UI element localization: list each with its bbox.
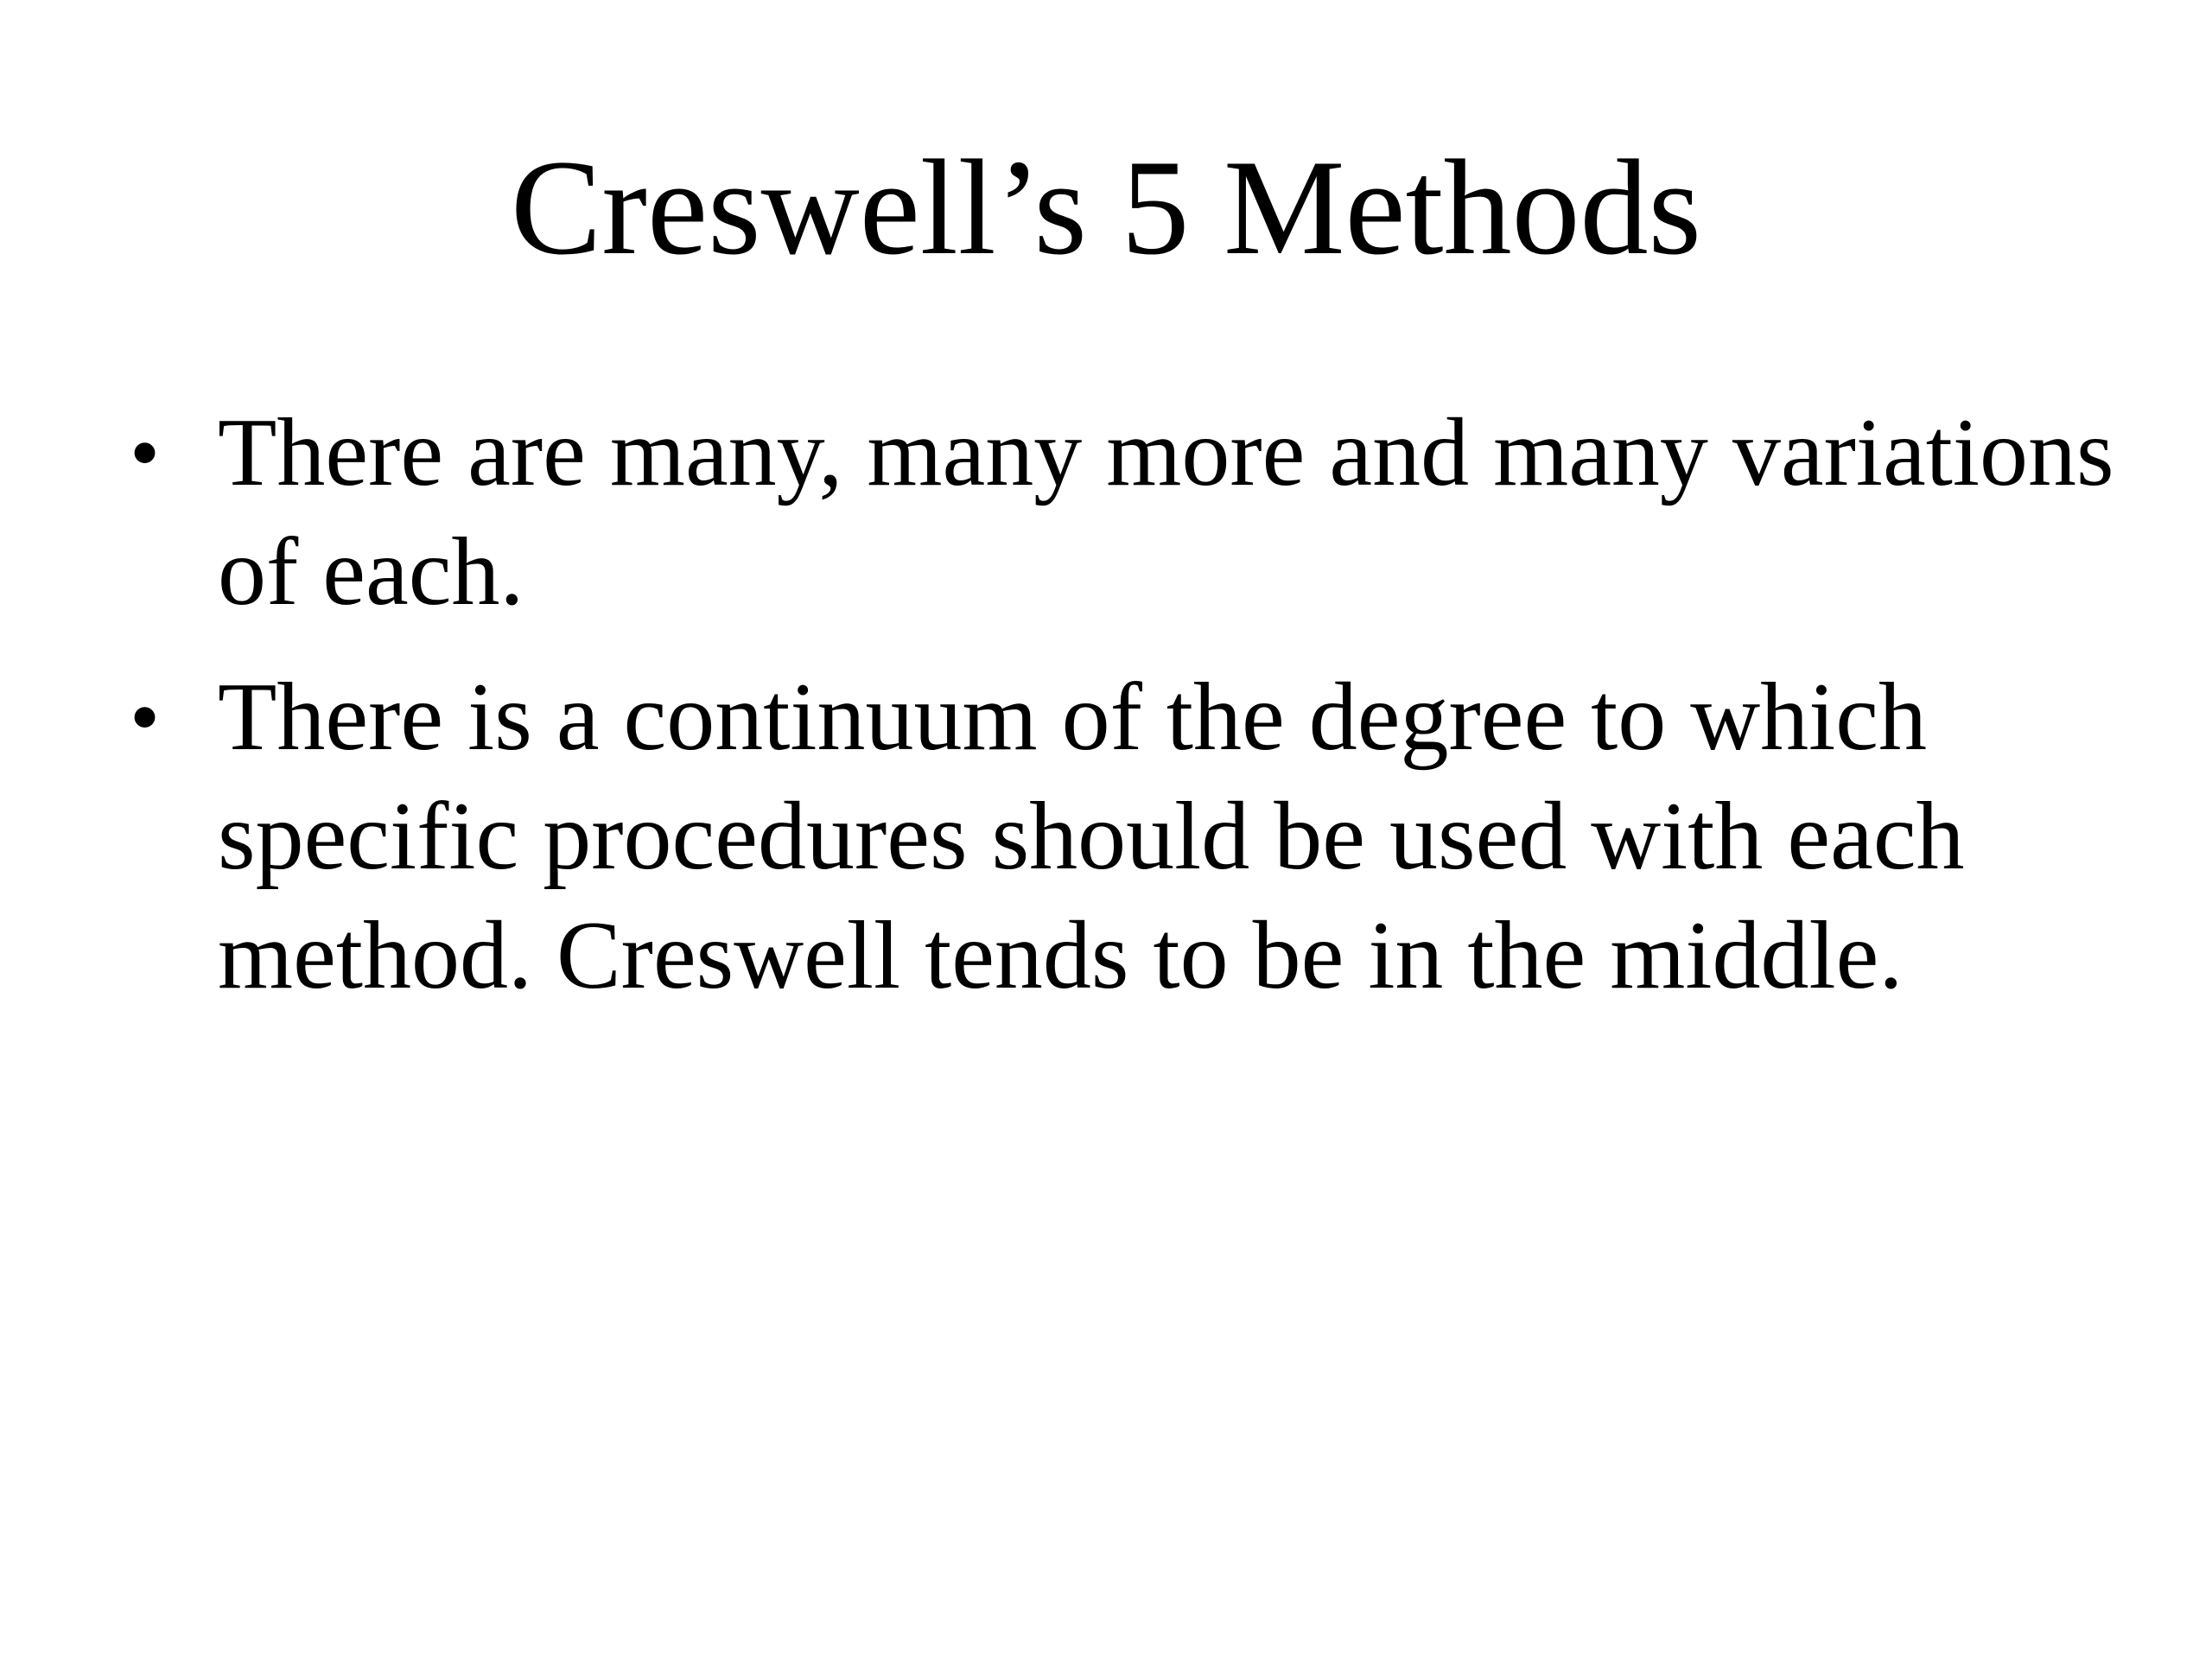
bullet-icon: • <box>130 404 161 500</box>
bullet-list <box>130 393 2117 1041</box>
bullet-icon: • <box>130 669 161 765</box>
bullet-text: There are many, many more and many variations of each. <box>218 399 2114 626</box>
bullet-text: There is a continuum of the degree to which specific procedures should be used with each method. Creswell tends to be in the middle. <box>218 664 1965 1009</box>
bullet-item-2 <box>130 658 2117 1015</box>
bullet-item-1 <box>130 393 2117 632</box>
slide-title: Creswell’s 5 Methods <box>510 132 1702 283</box>
